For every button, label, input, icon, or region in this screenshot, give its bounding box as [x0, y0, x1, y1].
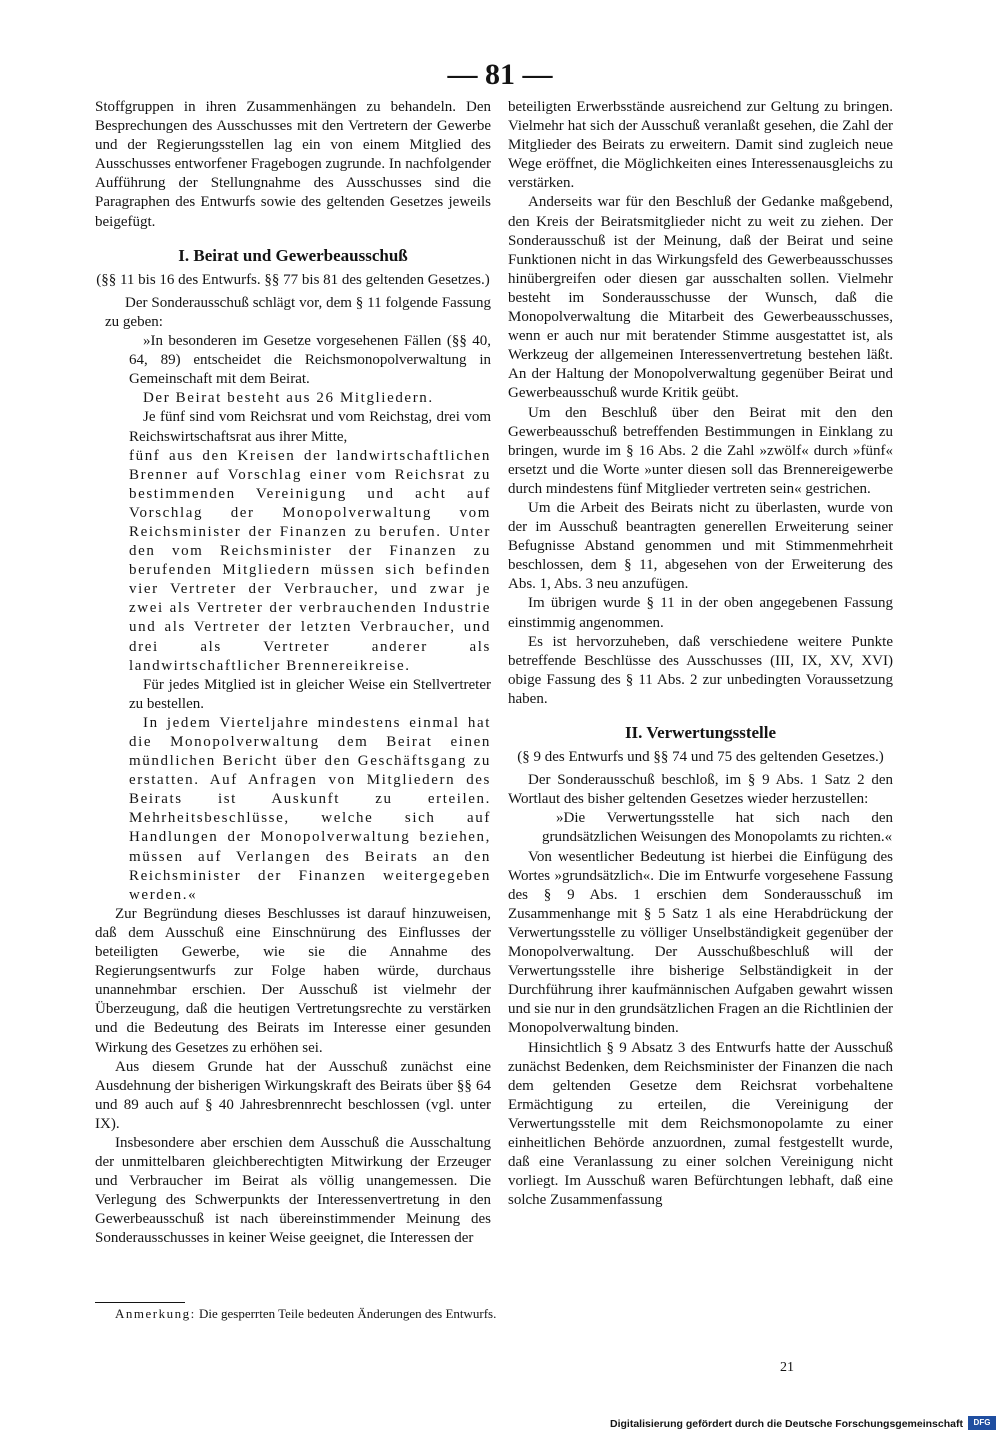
quoted-provision: »In besonderen im Gesetze vorgesehenen Fällen (§§ 40, 64, 89) entscheidet die Reichsmonopolverwaltung in Gemeinschaft mit dem Beirat. — [129, 333, 491, 388]
quoted-provision-changed: Der Beirat besteht aus 26 Mitgliedern. — [143, 390, 434, 407]
quoted-provision-changed: fünf aus den Kreisen der landwirtschaftlichen Brenner auf Vorschlag einer vom Reichsrat zu bestimmenden Vereinigung und acht auf Vorschlag der Monopolverwaltung vom Reichsminister der Finanzen zu berufen. Unter den vom Reichsminister der Finanzen zu berufenden Mitgliedern müssen sich befinden vier Vertreter der Verbraucher, und zwar je zwei als Vertreter der verbrauchenden Industrie und als Vertreter der letzten Verbraucher, und drei als Vertreter anderer als landwirtschaftlicher Brennereikreise. — [129, 447, 491, 674]
paragraph: Anderseits war für den Beschluß der Gedanke maßgebend, den Kreis der Beiratsmitglieder nicht zu weit zu ziehen. Der Sonderausschuß ist der Meinung, daß der Beirat und seine Funktionen nicht in das Wirkungsfeld des Gewerbeausschusses hinübergreifen oder diesen gar ausschalten sollen. Vielmehr besteht im Sonderausschusse der Wunsch, daß die Monopolverwaltung die Mitarbeit des Gewerbeausschusses, wenn er auch nur mit beratender Stimme ausgestattet ist, als Werkzeug der allgemeinen Interessenvertretung bestehen läßt. An der Haltung der Monopolverwaltung gegenüber Beirat und Gewerbeausschuß wurde Kritik geübt. — [508, 194, 893, 402]
paragraph: Um den Beschluß über den Beirat mit den den Gewerbeausschuß betreffenden Bestimmungen in Einklang zu bringen, wurde im § 16 Abs. 2 die Zahl »zwölf« durch »fünf« ersetzt und die Worte »unter diesen soll das Brennereigewerbe durch mindestens fünf Mitglieder vertreten sein« gestrichen. — [508, 404, 893, 497]
paragraph: Im übrigen wurde § 11 in der oben angegebenen Fassung einstimmig angenommen. — [508, 595, 893, 631]
paragraph: beteiligten Erwerbsstände ausreichend zur Geltung zu bringen. Vielmehr hat sich der Ausschuß veranlaßt gesehen, die Zahl der Mitglieder des Beirats zu erweitern. Damit sind zugleich neue Wege eröffnet, die Möglichkeiten eines Interessenausgleichs zu verstärken. — [508, 99, 893, 192]
quoted-provision: Für jedes Mitglied ist in gleicher Weise ein Stellvertreter zu bestellen. — [129, 676, 491, 712]
footnote — [115, 1306, 496, 1322]
footnote-text: Die gesperrten Teile bedeuten Änderungen des Entwurfs. — [198, 1306, 497, 1321]
paragraph: Zur Begründung dieses Beschlusses ist darauf hinzuweisen, daß dem Ausschuß eine Einschnürung des Einflusses der beteiligten Gewerbe, wie sie die Annahme des Regierungsentwurfs zur Folge haben würde, durchaus unannehmbar erschien. Der Ausschuß ist vielmehr der Überzeugung, daß die heutigen Vertretungsrechte zu verstärken und die Bedeutung des Beirats im Interesse einer gesunden Wirkung des Gesetzes zu erhöhen sei. — [95, 905, 491, 1056]
paragraph: Der Sonderausschuß schlägt vor, dem § 11 folgende Fassung zu geben: — [105, 294, 491, 330]
page-number-footer: 21 — [780, 1360, 794, 1375]
section-heading-verwertungsstelle: II. Verwertungsstelle — [624, 723, 777, 742]
footnote-divider — [95, 1302, 185, 1303]
section-heading-beirat: I. Beirat und Gewerbeausschuß — [178, 245, 408, 265]
quoted-provision-changed: In jedem Vierteljahre mindestens einmal hat die Monopolverwaltung dem Beirat einen mündlichen Bericht über den Geschäftsgang zu erstatten. Auf Anfragen von Mitgliedern des Beirats ist Auskunft zu erteilen. Mehrheitsbeschlüsse, welche sich auf Handlungen der Monopolverwaltung beziehen, müssen auf Verlangen des Beirats an den Reichsminister der Finanzen weitergegeben werden.« — [129, 714, 491, 903]
left-column — [95, 98, 491, 1249]
paragraph: Der Sonderausschuß beschloß, im § 9 Abs. 1 Satz 2 den Wortlaut des bisher geltenden Gesetzes wieder herzustellen: — [508, 772, 893, 808]
digitization-credit: Digitalisierung gefördert durch die Deutsche Forschungsgemeinschaft — [610, 1418, 963, 1430]
dfg-logo: DFG — [968, 1416, 996, 1430]
quoted-provision: »Die Verwertungsstelle hat sich nach den grundsätzlichen Weisungen des Monopolamts zu richten.« — [542, 810, 893, 846]
paragraph: Hinsichtlich § 9 Absatz 3 des Entwurfs hatte der Ausschuß zunächst Bedenken, dem Reichsminister der Finanzen die nach dem geltenden Gesetze dem Reichsrat vorbehaltene Ermächtigung zu erteilen, die Vereinigung der Verwertungsstelle mit dem Reichsmonopolamte zu einer einheitlichen Behörde anzuordnen, zumal festgestellt wurde, daß eine Veranlassung zu einer solchen Vereinigung nicht vorliegt. Im Ausschuß waren Befürchtungen lebhaft, daß eine solche Zusammenfassung — [508, 1039, 893, 1209]
paragraph: Es ist hervorzuheben, daß verschiedene weitere Punkte betreffende Beschlüsse des Ausschusses (III, IX, XV, XVI) obige Fassung des § 11 Abs. 2 zur unbedingten Voraussetzung haben. — [508, 633, 893, 707]
footnote-label: Anmerkung: — [115, 1306, 196, 1321]
section-reference: (§ 9 des Entwurfs und §§ 74 und 75 des geltenden Gesetzes.) — [517, 749, 884, 766]
paragraph: Aus diesem Grunde hat der Ausschuß zunächst eine Ausdehnung der bisherigen Wirkungskraft des Beirats über §§ 64 und 89 auch auf § 40 Jahresbrennrecht beschlossen (vgl. unter IX). — [95, 1058, 491, 1132]
paragraph: Von wesentlicher Bedeutung ist hierbei die Einfügung des Wortes »grundsätzlich«. Die im Entwurfe vorgesehene Fassung des § 9 Abs. 1 erschien dem Sonderausschuß im Zusammenhange mit § 5 Satz 1 als eine Herabdrückung der Verwertungsstelle zu völliger Unselbständigkeit gegenüber der Monopolverwaltung. Der Ausschußbeschluß will der Verwertungsstelle ihre bisherige Selbständigkeit in der Durchführung ihrer kaufmännischen Aufgaben gewahrt wissen und sie nur in den grundsätzlichen Fragen an die Richtlinien der Monopolverwaltung binden. — [508, 848, 893, 1037]
paragraph: Stoffgruppen in ihren Zusammenhängen zu behandeln. Den Besprechungen des Ausschusses mit den Vertretern der Gewerbe und der Regierungsstellen lag ein von einem Mitglied des Ausschusses entworfener Fragebogen zugrunde. In nachfolgender Aufführung der Stellungnahme des Ausschusses sind die Paragraphen des Entwurfs sowie des geltenden Gesetzes jeweils beigefügt. — [95, 99, 491, 230]
right-column — [508, 98, 893, 1210]
paragraph: Um die Arbeit des Beirats nicht zu überlasten, wurde von der im Ausschuß beantragten generellen Erweiterung seiner Befugnisse Abstand genommen und mit Stimmenmehrheit beschlossen, dem § 11, abgesehen von der Erweiterung des Abs. 1, Abs. 3 neu anzufügen. — [508, 499, 893, 593]
quoted-provision: Je fünf sind vom Reichsrat und vom Reichstag, drei vom Reichswirtschaftsrat aus ihrer Mitte, — [129, 409, 491, 445]
page-header: — 81 — — [447, 58, 553, 91]
section-reference: (§§ 11 bis 16 des Entwurfs. §§ 77 bis 81 des geltenden Gesetzes.) — [96, 271, 490, 288]
paragraph: Insbesondere aber erschien dem Ausschuß die Ausschaltung der unmittelbaren gleichberechtigten Mitwirkung der Erzeuger und Verbraucher im Beirat als völlig unangemessen. Die Verlegung des Schwerpunkts der Interessenvertretung in den Gewerbeausschuß ist nach übereinstimmender Meinung des Sonderausschusses in keiner Weise geeignet, die Interessen der — [95, 1134, 491, 1247]
